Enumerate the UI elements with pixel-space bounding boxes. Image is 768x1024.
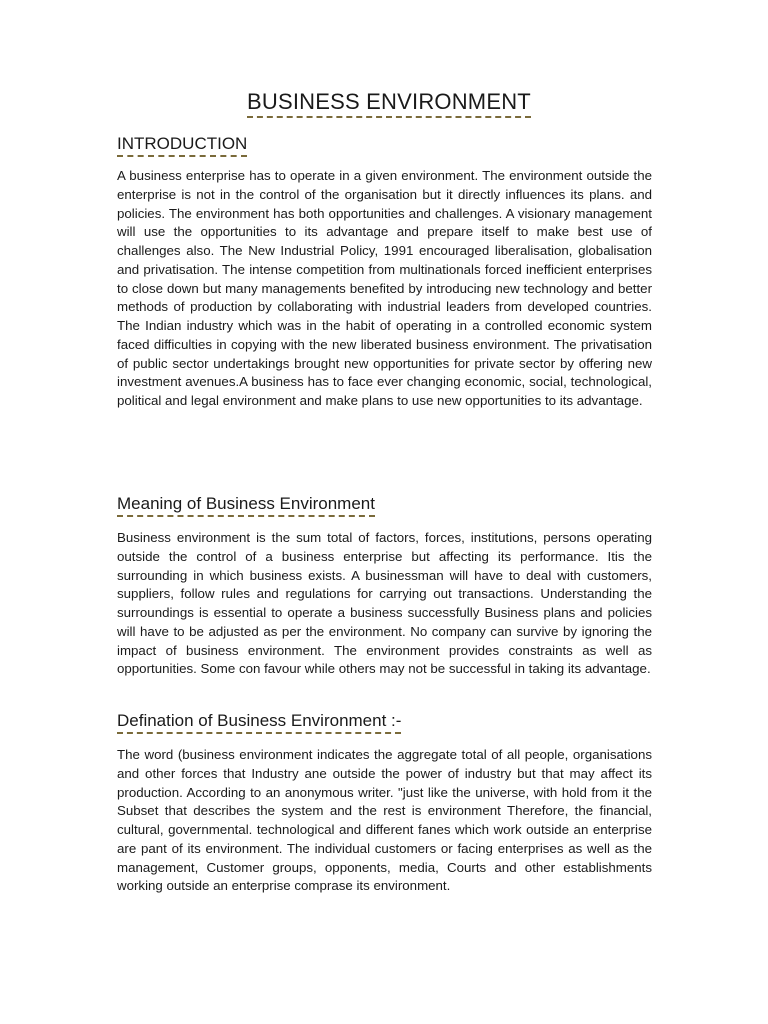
section-heading-introduction: INTRODUCTION	[117, 134, 247, 157]
section-body-definition: The word (business environment indicates the aggregate total of all people, organisations and other forces that Industry ane outside the power of industry but that may affect its production. According to an anonymous writer. "just like the universe, with hold from it the Subset that describes the system and the rest is environment Therefore, the financial, cultural, governmental. technological and different fanes which work outside an enterprise are pant of its environment. The individual customers or facing enterprises as well as the management, Customer groups, opponents, media, Courts and other establishments working outside an enterprise comprase its environment.	[117, 747, 652, 894]
section-heading-definition: Defination of Business Environment :-	[117, 711, 401, 734]
section-heading-meaning: Meaning of Business Environment	[117, 494, 375, 517]
section-body-meaning: Business environment is the sum total of factors, forces, institutions, persons operating outside the control of a business enterprise but affecting its performance. Itis the surrounding in which business exists. A businessman will have to deal with customers, suppliers, follow rules and regulations for carrying out transactions. Understanding the surroundings is essential to operate a business successfully Business plans and policies will have to be adjusted as per the environment. No company can survive by ignoring the impact of business environment. The environment provides constraints as well as opportunities. Some con favour while others may not be successful in taking its advantage.	[117, 530, 652, 677]
section-body-introduction: A business enterprise has to operate in a given environment. The environment outside the enterprise is not in the control of the organisation but it directly influences its plans. and policies. The environment has both opportunities and challenges. A visionary management will use the opportunities to its advantage and prepare itself to make best use of challenges also. The New Industrial Policy, 1991 encouraged liberalisation, globalisation and privatisation. The intense competition from multinationals forced inefficient enterprises to close down but many managements benefited by introducing new technology and better methods of production by collaborating with industrial leaders from developed countries. The Indian industry which was in the habit of operating in a controlled economic system faced difficulties in copying with the new liberated business environment. The privatisation of public sector undertakings brought new opportunities for private sector by offering new investment avenues.A business has to face ever changing economic, social, technological, political and legal environment and make plans to use new opportunities to its advantage.	[117, 168, 652, 408]
document-title: BUSINESS ENVIRONMENT	[247, 89, 531, 118]
